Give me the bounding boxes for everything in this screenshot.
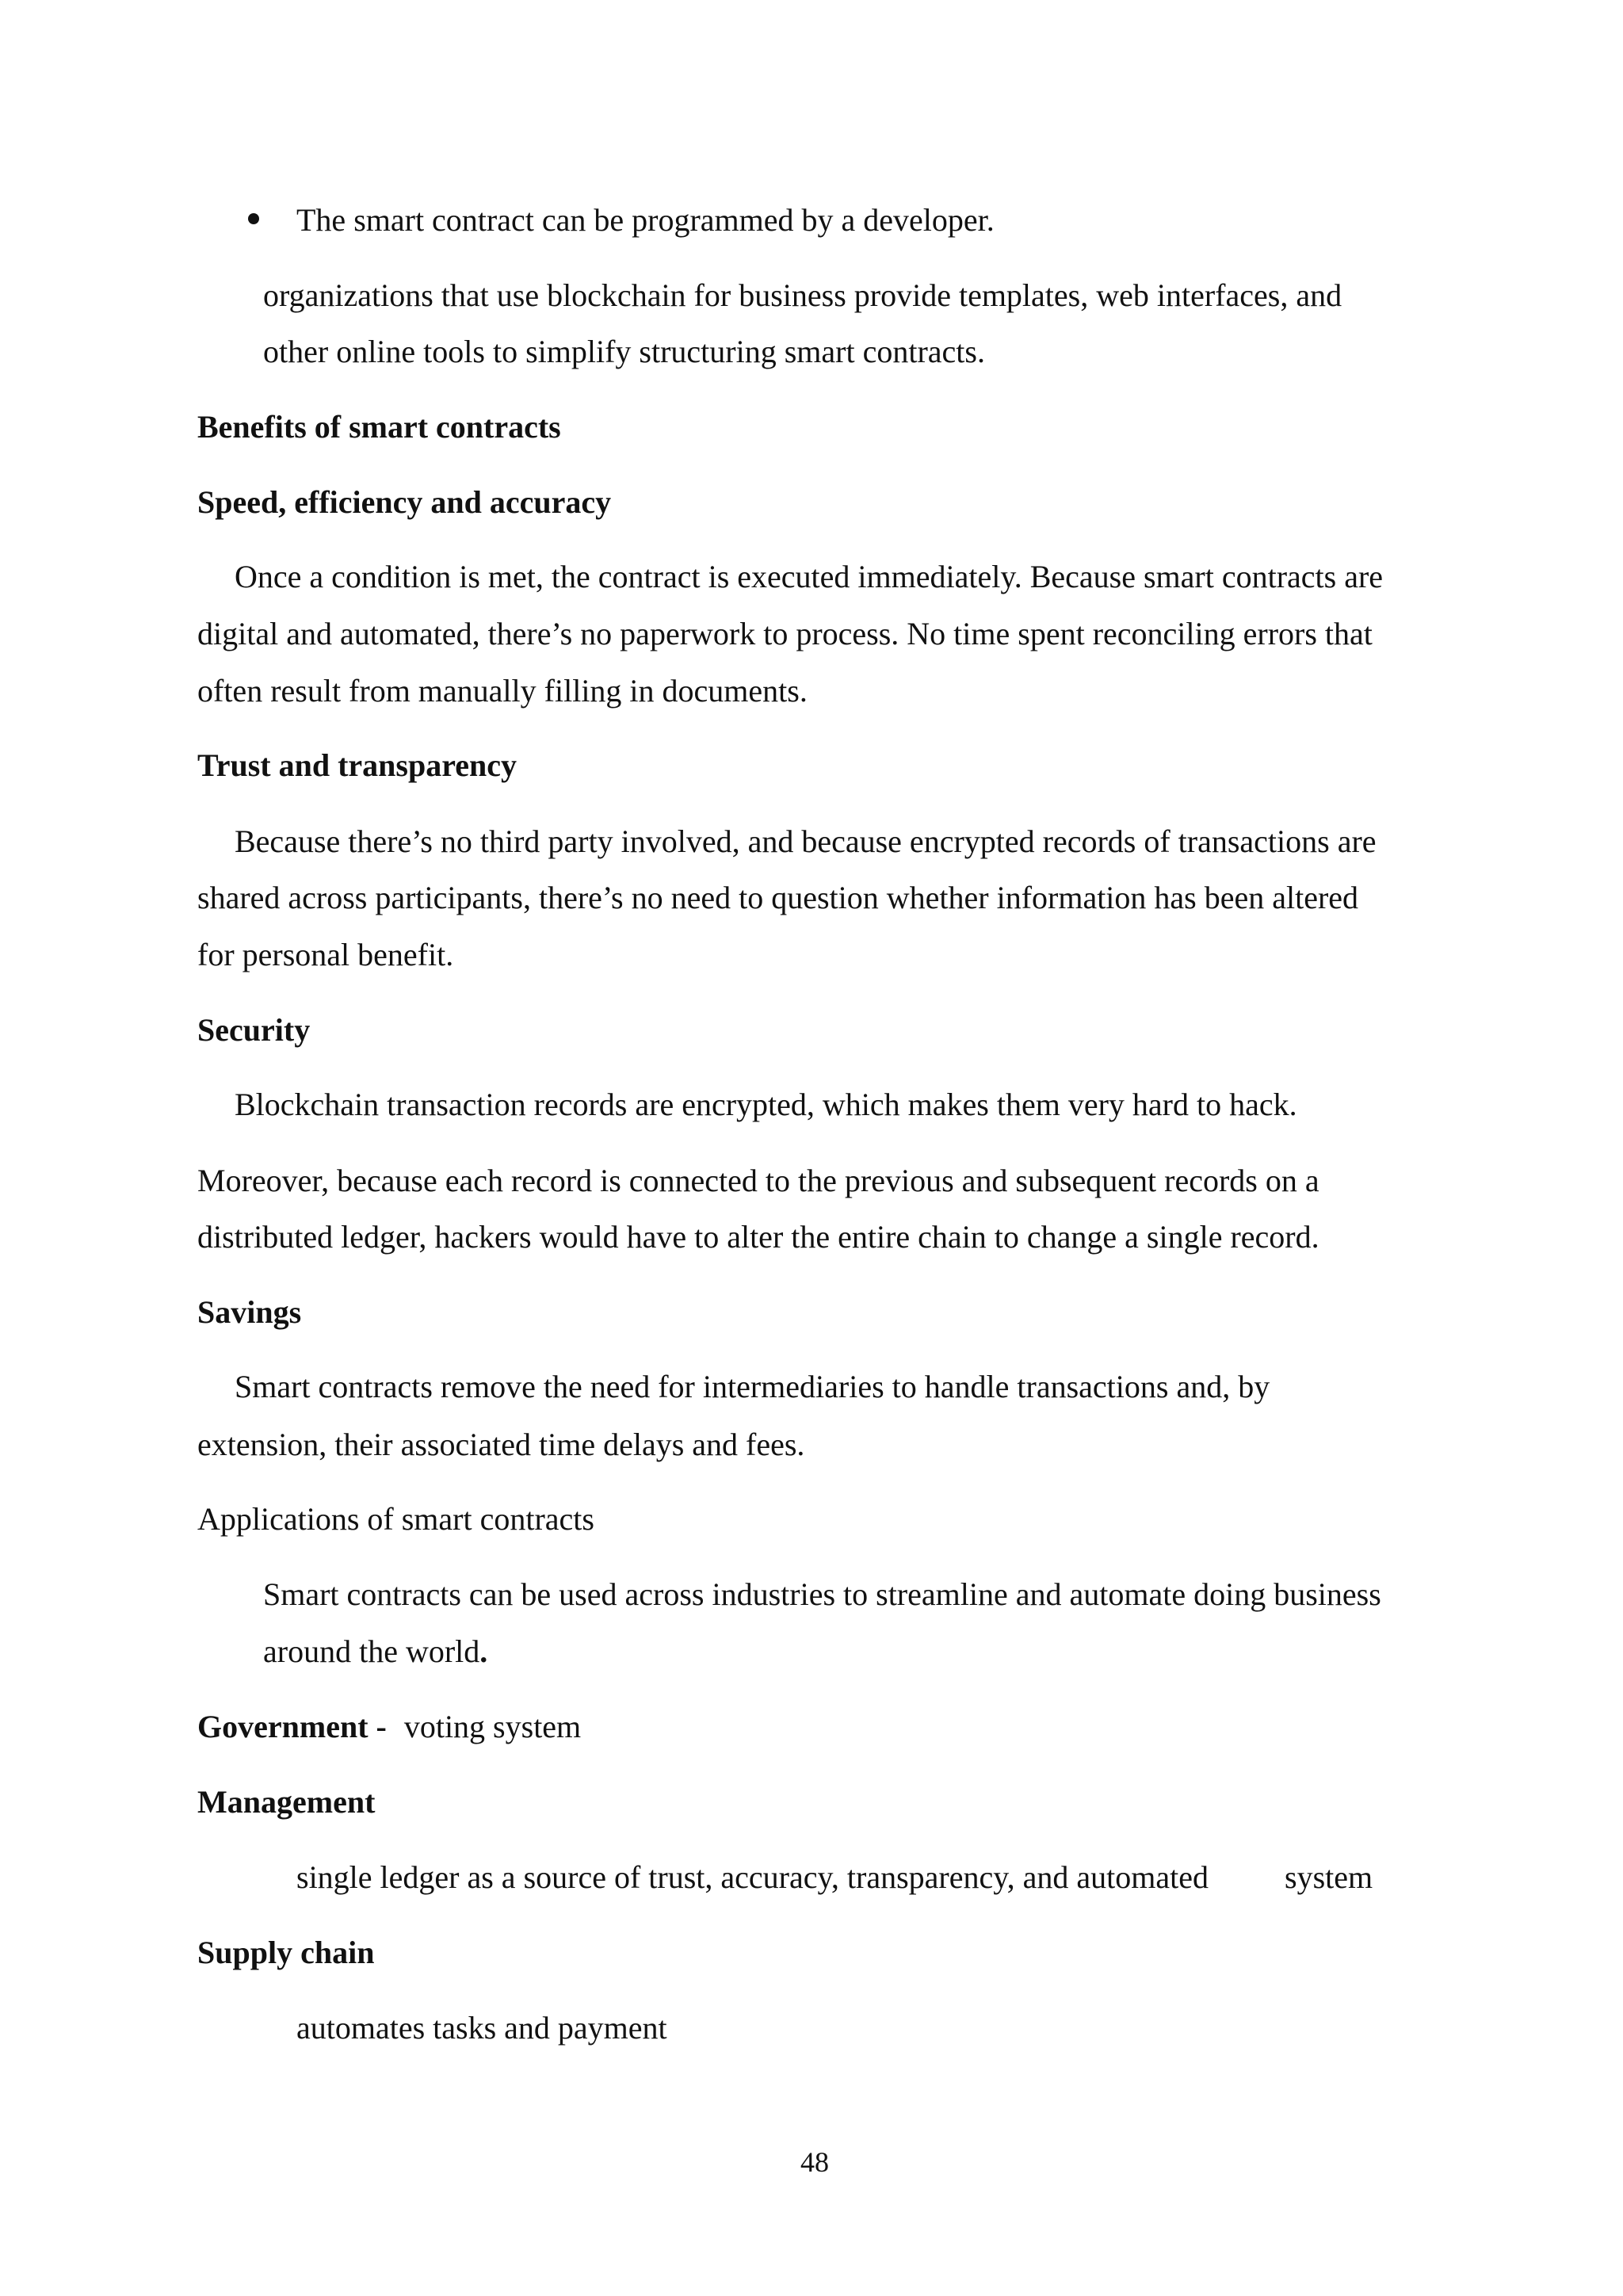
benefits-heading: Benefits of smart contracts [197, 409, 561, 445]
supply-chain-text: automates tasks and payment [296, 2010, 667, 2046]
speed-heading: Speed, efficiency and accuracy [197, 484, 612, 520]
bullet-marker [248, 213, 259, 224]
government-text: voting system [403, 1709, 582, 1744]
trust-line-1: Because there’s no third party involved, and because encrypted records of transactions are [235, 823, 1377, 859]
savings-heading: Savings [197, 1294, 302, 1330]
applications-period: . [479, 1633, 488, 1669]
government-label: Government - [197, 1709, 387, 1744]
trust-line-3: for personal benefit. [197, 937, 454, 972]
security-line-1: Blockchain transaction records are encrypted, which makes them very hard to hack. [235, 1087, 1297, 1122]
security-line-3: distributed ledger, hackers would have to alter the entire chain to change a single record. [197, 1219, 1319, 1255]
applications-line-1: Smart contracts can be used across industries to streamline and automate doing business [263, 1576, 1381, 1612]
management-heading: Management [197, 1784, 376, 1820]
bullet-item-text: The smart contract can be programmed by a developer. [296, 202, 995, 238]
trust-line-2: shared across participants, there’s no need to question whether information has been altered [197, 880, 1359, 915]
page-number: 48 [800, 2146, 829, 2178]
savings-line-1: Smart contracts remove the need for intermediaries to handle transactions and, by [235, 1369, 1270, 1404]
applications-heading: Applications of smart contracts [197, 1501, 594, 1537]
speed-line-2: digital and automated, there’s no paperwork to process. No time spent reconciling errors that [197, 616, 1373, 651]
applications-line-2 [263, 1633, 488, 1669]
speed-line-1: Once a condition is met, the contract is executed immediately. Because smart contracts are [235, 559, 1384, 594]
government-row [197, 1711, 581, 1743]
savings-line-2: extension, their associated time delays and fees. [197, 1427, 805, 1462]
security-line-2: Moreover, because each record is connected to the previous and subsequent records on a [197, 1163, 1319, 1198]
supply-chain-heading: Supply chain [197, 1935, 375, 1970]
trust-heading: Trust and transparency [197, 747, 517, 783]
management-text-end: system [1285, 1859, 1373, 1895]
security-heading: Security [197, 1012, 311, 1048]
speed-line-3: often result from manually filling in documents. [197, 673, 808, 709]
applications-line-2-text: around the world [263, 1633, 480, 1669]
intro-line-1: organizations that use blockchain for business provide templates, web interfaces, and [263, 277, 1342, 313]
management-text: single ledger as a source of trust, accuracy, transparency, and automated [296, 1859, 1209, 1895]
intro-line-2: other online tools to simplify structuring smart contracts. [263, 334, 985, 369]
